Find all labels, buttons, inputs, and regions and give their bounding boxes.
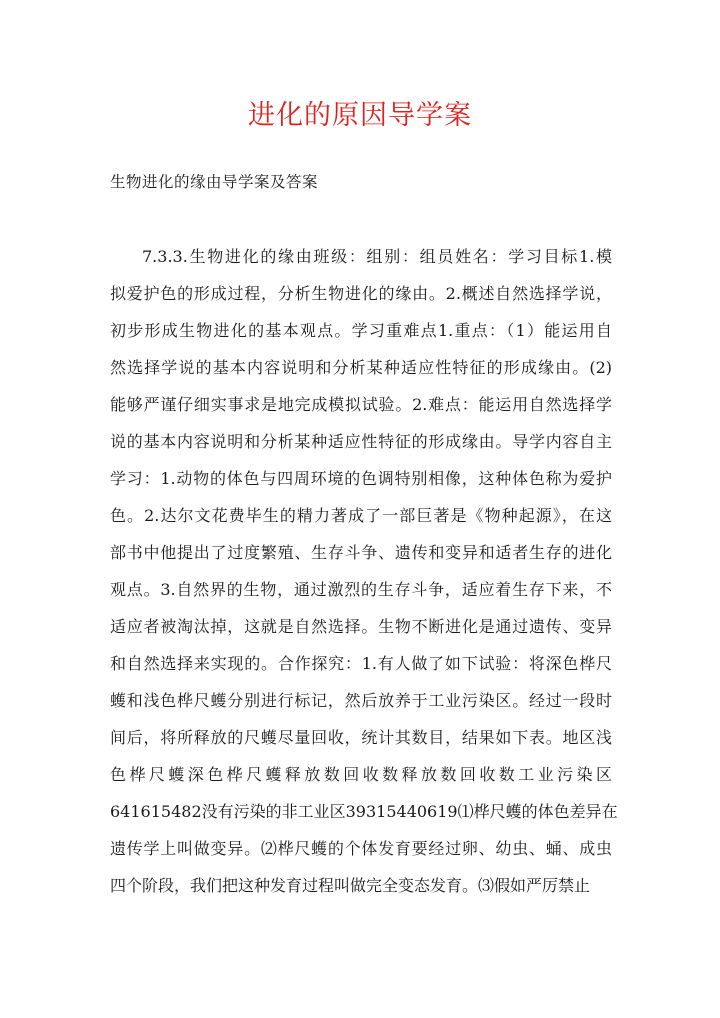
body-line: 蠖和浅色桦尺蠖分别进行标记，然后放养于工业污染区。经过一段时: [110, 691, 612, 710]
body-line: 初步形成生物进化的基本观点。学习重难点1.重点：（1）能运用自: [110, 321, 612, 340]
body-line: 四个阶段，我们把这种发育过程叫做完全变态发育。⑶假如严厉禁止: [110, 876, 591, 895]
body-line: 7.3.3.生物进化的缘由班级：组别：组员姓名：学习目标1.模: [142, 247, 612, 266]
body-line: 641615482没有污染的非工业区39315440619⑴桦尺蠖的体色差异在: [110, 802, 618, 821]
body-line: 说的基本内容说明和分析某种适应性特征的形成缘由。导学内容自主: [110, 432, 612, 451]
body-line: 间后，将所释放的尺蠖尽量回收，统计其数目，结果如下表。地区浅: [110, 728, 612, 747]
body-line: 色桦尺蠖深色桦尺蠖释放数回收数释放数回收数工业污染区: [110, 765, 612, 784]
body-line: 拟爱护色的形成过程，分析生物进化的缘由。2.概述自然选择学说，: [110, 284, 612, 303]
body-line: 和自然选择来实现的。合作探究：1.有人做了如下试验：将深色桦尺: [110, 654, 612, 673]
body-line: 部书中他提出了过度繁殖、生存斗争、遗传和变异和适者生存的进化: [110, 543, 612, 562]
body-line: 能够严谨仔细实事求是地完成模拟试验。2.难点：能运用自然选择学: [110, 395, 612, 414]
body-line: 适应者被淘汰掉，这就是自然选择。生物不断进化是通过遗传、变异: [110, 617, 612, 636]
document-title: 进化的原因导学案: [248, 100, 472, 131]
document-body: [110, 238, 618, 904]
document-subtitle: 生物进化的缘由导学案及答案: [110, 173, 319, 191]
body-line: 观点。3.自然界的生物，通过激烈的生存斗争，适应着生存下来，不: [110, 580, 612, 599]
body-line: 学习：1.动物的体色与四周环境的色调特别相像，这种体色称为爱护: [110, 469, 612, 488]
body-line: 色。2.达尔文花费毕生的精力著成了一部巨著是《物种起源》，在这: [110, 506, 612, 525]
body-line: 然选择学说的基本内容说明和分析某种适应性特征的形成缘由。(2): [110, 358, 612, 377]
body-line: 遗传学上叫做变异。⑵桦尺蠖的个体发育要经过卵、幼虫、蛹、成虫: [110, 839, 612, 858]
